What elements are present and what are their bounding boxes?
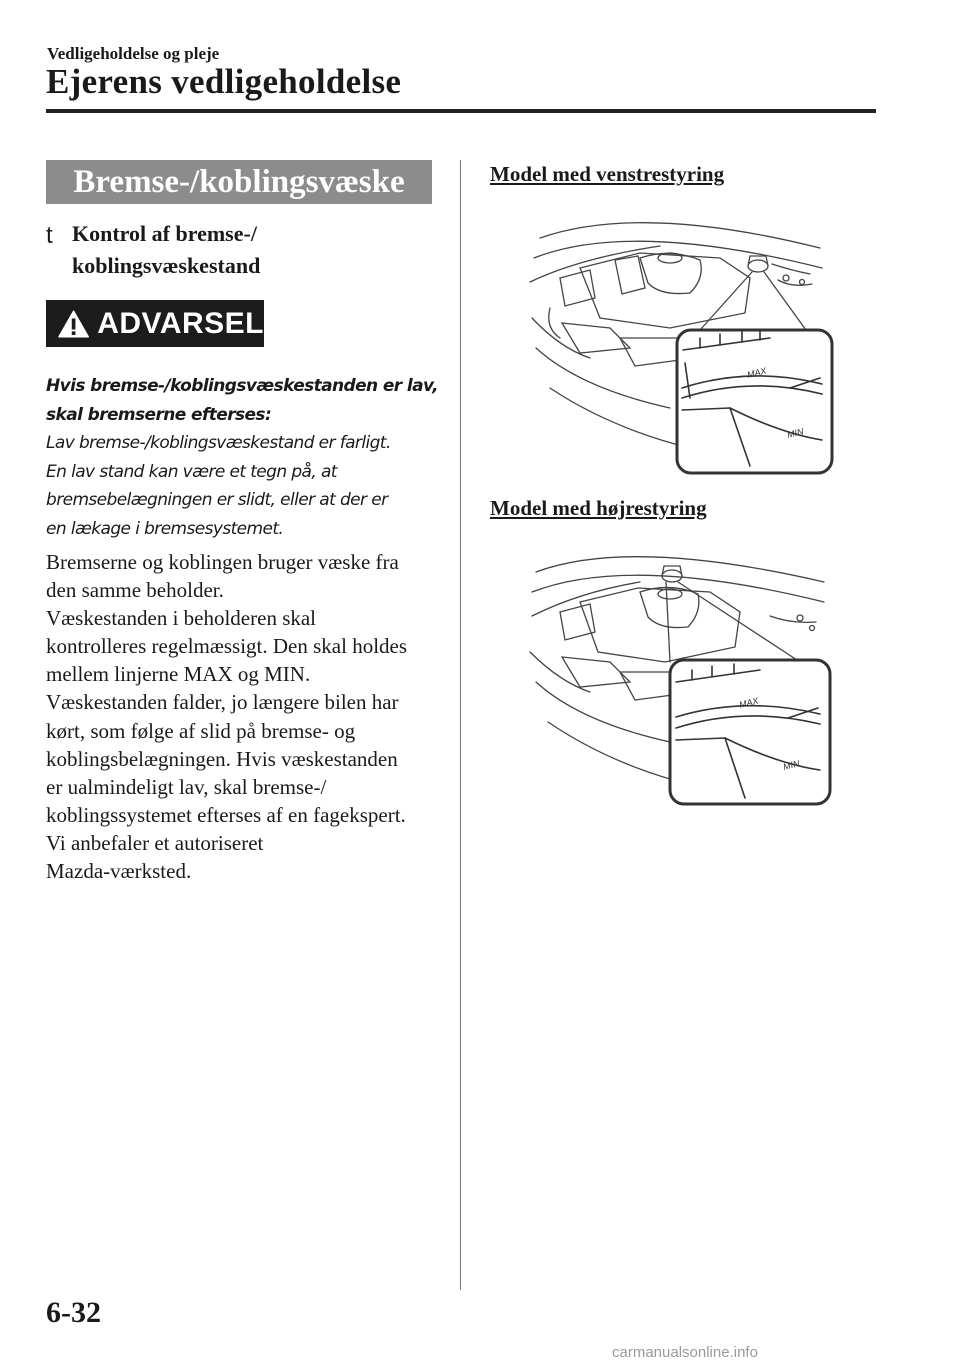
max-mark-label: MAX [738,695,760,710]
subsection-heading [72,218,412,282]
section-banner: Bremse-/koblingsvæske [46,160,432,204]
warning-bold-line-1: Hvis bremse-/koblingsvæskestanden er lav, [46,376,438,396]
breadcrumb: Vedligeholdelse og pleje [47,44,220,63]
watermark: carmanualsonline.info [612,1344,758,1361]
page-title: Ejerens vedligeholdelse [46,62,402,101]
min-mark-label: MIN [782,758,801,772]
warning-line: En lav stand kan være et tegn på, at [46,461,337,482]
max-mark-label: MAX [746,365,768,380]
body-paragraph: Bremserne og koblingen bruger væske fra den samme beholder. Væskestanden i beholderen skal kontrolleres regelmæssigt. Den skal holdes mellem linjerne MAX og MIN. Væskestanden falder, jo længere bilen har kørt, som følge af slid på bremse- og koblingsbelægningen. Hvis væskestanden er ualmindeligt lav, skal bremse-/ koblingssystemet efterses af en fagekspert. Vi anbefaler et autoriseret Mazda-værksted. [46,550,408,884]
warning-line: Lav bremse-/koblingsvæskestand er farligt. [46,433,391,453]
warning-line: en lækage i bremsesystemet. [46,518,284,539]
column-divider [460,160,461,1290]
warning-triangle-icon [58,309,89,339]
figure-caption-left-hand-drive: Model med venstrestyring [490,162,725,186]
warning-label: ADVARSEL [97,306,264,340]
subsection-heading-line-1: Kontrol af bremse-/ [72,221,257,246]
engine-bay-illustration-lhd [520,198,840,480]
warning-badge [46,300,264,347]
min-mark-label: MIN [786,426,805,440]
warning-bold-line-2: skal bremserne efterses: [46,404,272,425]
subsection-heading-line-2: koblingsvæskestand [72,253,261,278]
warning-line: bremsebelægningen er slidt, eller at der er [46,490,388,510]
page-number: 6-32 [46,1296,101,1329]
warning-text [46,372,446,543]
bullet-icon: t [46,222,53,249]
title-rule [46,109,876,113]
figure-caption-right-hand-drive: Model med højrestyring [490,496,707,520]
engine-bay-illustration-rhd [520,532,840,812]
